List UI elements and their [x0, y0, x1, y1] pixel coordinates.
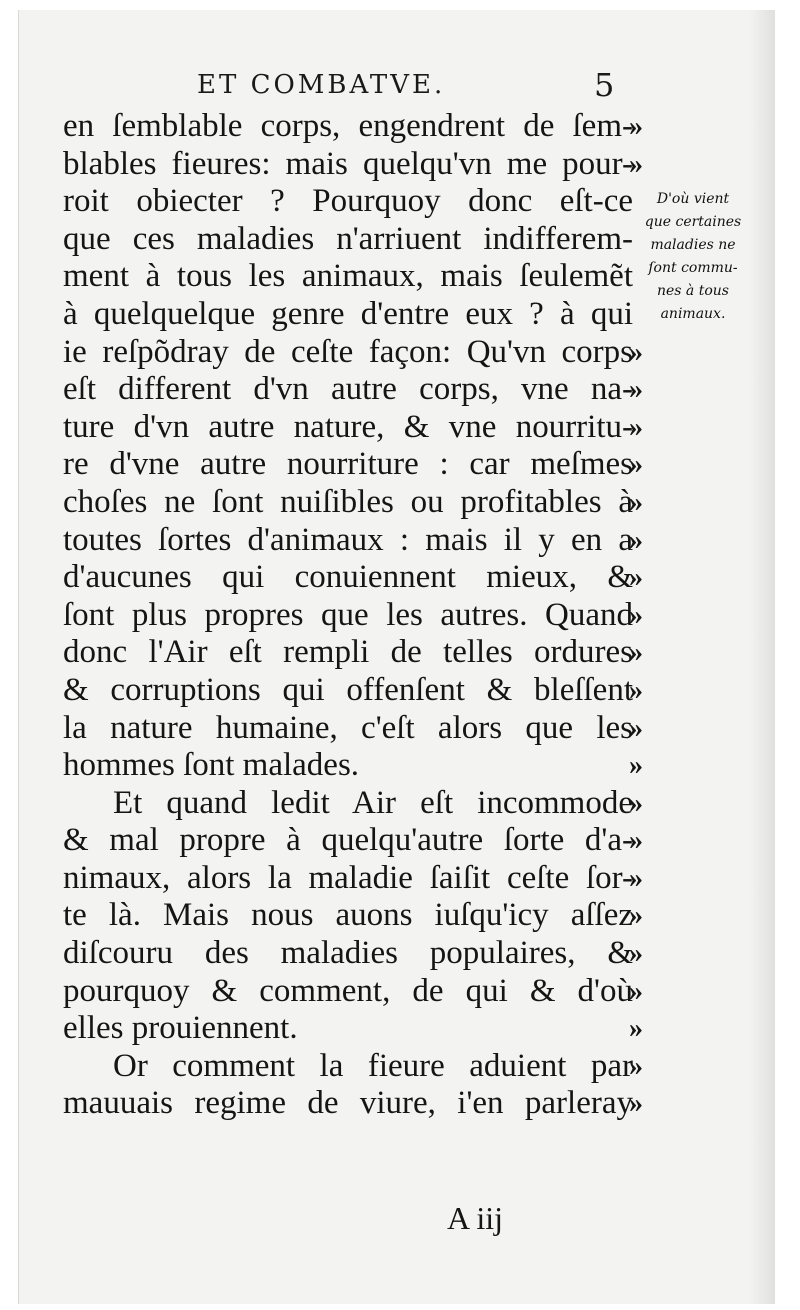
text-line: Or comment la fieure aduient par [113, 1047, 633, 1084]
text-line: choſes ne ſont nuiſibles ou profitables à [63, 483, 633, 520]
quote-mark: » [629, 562, 643, 594]
main-text-block [63, 108, 633, 1123]
quote-mark: » [629, 787, 643, 819]
text-line: elles prouiennent. [63, 1010, 298, 1047]
page-number: 5 [594, 66, 615, 104]
quote-mark: » [629, 336, 643, 368]
quote-mark: » [629, 411, 643, 443]
text-line: te là. Mais nous auons iuſqu'icy aſſez [63, 897, 633, 934]
marginal-note-line: maladies ne [650, 237, 736, 253]
text-line: pourquoy & comment, de qui & d'où [63, 972, 633, 1009]
quote-mark: » [629, 486, 643, 518]
quote-mark: » [629, 111, 643, 142]
marginal-note-line: D'où vient [656, 191, 730, 207]
quote-mark: » [629, 637, 643, 669]
quote-mark: » [629, 938, 643, 970]
text-line: la nature humaine, c'eſt alors que les [63, 709, 633, 746]
text-line: eſt different d'vn autre corps, vne na- [63, 371, 633, 408]
text-line: hommes ſont malades. [63, 747, 360, 784]
quote-mark: » [629, 975, 643, 1007]
text-line: ment à tous les animaux, mais ſeulemẽt [63, 258, 633, 295]
text-line: ſont plus propres que les autres. Quand [63, 596, 633, 633]
text-line: mauuais regime de viure, i'en parleray [63, 1085, 633, 1122]
marginal-note [623, 188, 763, 326]
text-line: toutes ſortes d'animaux : mais il y en a [63, 521, 633, 558]
marginal-note-line: que certaines [644, 214, 742, 230]
text-line: & mal propre à quelqu'autre ſorte d'a- [63, 822, 633, 859]
quote-mark: » [629, 524, 643, 556]
quote-mark: » [629, 374, 643, 406]
quote-mark: » [629, 712, 643, 744]
text-line: à quelquelque genre d'entre eux ? à qui [63, 295, 633, 332]
text-line: d'aucunes qui conuiennent mieux, & [63, 559, 633, 596]
text-line: donc l'Air eſt rempli de telles ordures [63, 634, 633, 671]
text-line: roit obiecter ? Pourquoy donc eſt-ce [63, 183, 633, 220]
book-page [18, 10, 775, 1304]
page-header [19, 66, 775, 110]
text-line: ture d'vn autre nature, & vne nourritu- [63, 408, 633, 445]
quote-mark: » [629, 449, 643, 481]
text-line: Et quand ledit Air eſt incommode [113, 784, 633, 821]
quote-mark: » [629, 825, 643, 857]
text-line: ie reſpõdray de ceſte façon: Qu'vn corps [63, 333, 633, 370]
quote-mark: » [629, 1088, 643, 1120]
text-line: nimaux, alors la maladie ſaiſit ceſte ſor- [63, 859, 633, 896]
quote-mark: » [629, 674, 643, 706]
marginal-note-line: animaux. [660, 306, 726, 322]
quote-mark: » [629, 750, 643, 782]
marginal-note-line: nes à tous [657, 283, 729, 299]
marginal-note-line: ſont commu- [648, 260, 738, 276]
text-line: que ces maladies n'arriuent indifferem- [63, 220, 633, 257]
text-line: & corruptions qui offenſent & bleſſent [63, 671, 633, 708]
running-head: ET COMBATVE. [197, 70, 446, 100]
quote-mark: » [629, 862, 643, 894]
text-line: blables fieures: mais quelqu'vn me pour- [63, 145, 633, 182]
text-line: en ſemblable corps, engendrent de ſem- [63, 108, 633, 144]
text-line: re d'vne autre nourriture : car meſmes [63, 446, 633, 483]
quote-mark: » [629, 1050, 643, 1082]
text-line: diſcouru des maladies populaires, & [63, 935, 633, 972]
signature-mark: A iij [447, 1200, 504, 1236]
quote-mark: » [629, 900, 643, 932]
quote-mark: » [629, 599, 643, 631]
quote-mark: » [629, 1013, 643, 1045]
quote-mark: » [629, 148, 643, 180]
